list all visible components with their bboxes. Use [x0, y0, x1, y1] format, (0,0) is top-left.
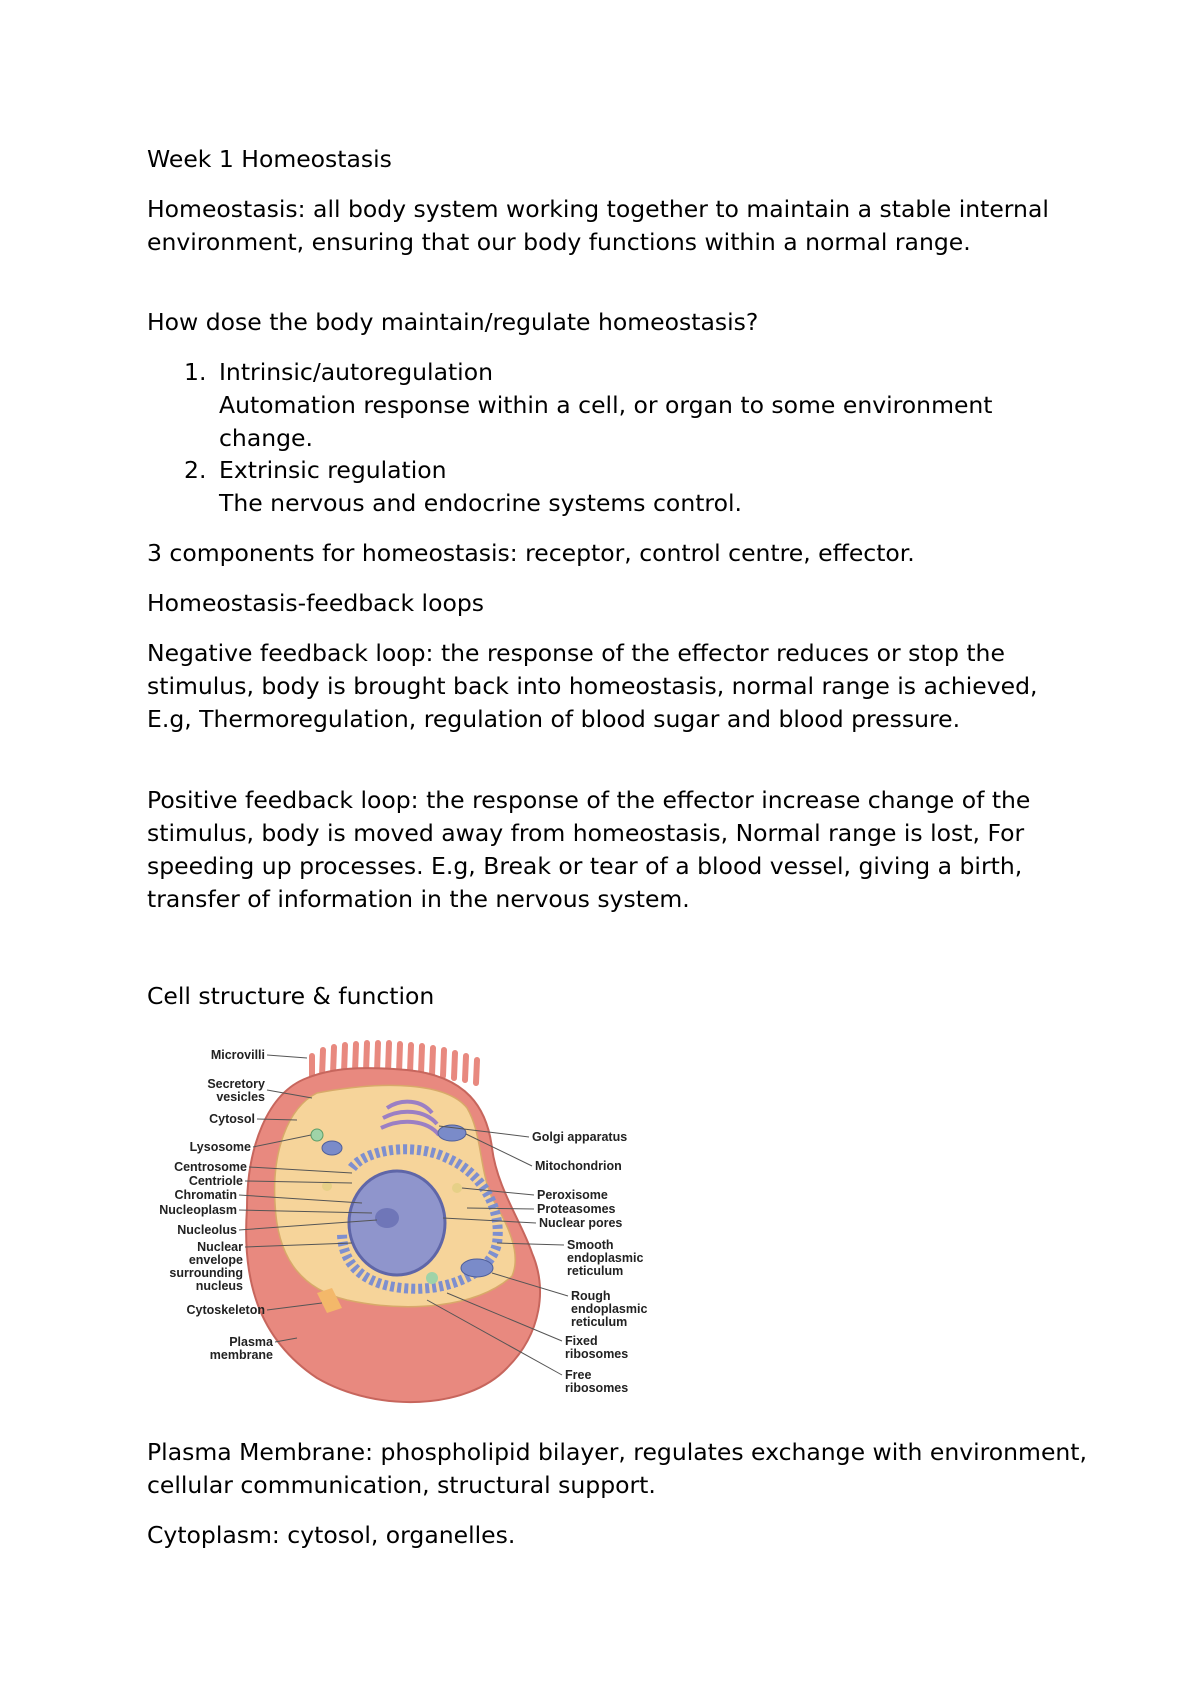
- label-envelope-4: nucleus: [195, 1279, 243, 1293]
- feedback-heading: Homeostasis-feedback loops: [147, 589, 484, 617]
- label-plasma-2: membrane: [209, 1348, 273, 1362]
- page-title: Week 1 Homeostasis: [147, 145, 392, 173]
- cell-structure-heading: Cell structure & function: [147, 982, 435, 1010]
- label-microvilli: Microvilli: [210, 1048, 265, 1062]
- vesicle-shape: [452, 1183, 462, 1193]
- vesicle-shape: [426, 1272, 438, 1284]
- label-proteasomes: Proteasomes: [537, 1202, 616, 1216]
- label-envelope-1: Nuclear: [197, 1240, 243, 1254]
- regulation-question: How dose the body maintain/regulate homeostasis?: [147, 308, 759, 336]
- plasma-membrane-paragraph: Plasma Membrane: phospholipid bilayer, regulates exchange with environment, cellular communication, structural support.: [147, 1438, 1087, 1499]
- label-smooth-3: reticulum: [567, 1264, 624, 1278]
- label-nucleoplasm: Nucleoplasm: [159, 1203, 237, 1217]
- label-secretory-2: vesicles: [216, 1090, 265, 1104]
- mitochondrion-shape: [322, 1141, 342, 1155]
- label-peroxisome: Peroxisome: [537, 1188, 608, 1202]
- label-rough-2: endoplasmic: [571, 1302, 648, 1316]
- label-nucleolus: Nucleolus: [177, 1223, 237, 1237]
- label-fixed-2: ribosomes: [565, 1347, 629, 1361]
- nucleolus-shape: [375, 1208, 399, 1228]
- label-mitochondrion: Mitochondrion: [535, 1159, 622, 1173]
- label-centriole: Centriole: [188, 1174, 243, 1188]
- list-item-heading: Intrinsic/autoregulation: [219, 358, 493, 386]
- list-item-number: 1.: [184, 358, 207, 386]
- cytoplasm-paragraph: Cytoplasm: cytosol, organelles.: [147, 1521, 516, 1549]
- label-cytosol: Cytosol: [209, 1112, 255, 1126]
- label-free-1: Free: [565, 1368, 592, 1382]
- lysosome-shape: [311, 1129, 323, 1141]
- label-rough-1: Rough: [571, 1289, 611, 1303]
- list-item-number: 2.: [184, 456, 207, 484]
- list-item-heading: Extrinsic regulation: [219, 456, 447, 484]
- label-nuclear-pores: Nuclear pores: [539, 1216, 623, 1230]
- homeostasis-definition: Homeostasis: all body system working together to maintain a stable internal environment, ensuring that our body functions within a normal range.: [147, 195, 1049, 256]
- label-chromatin: Chromatin: [174, 1188, 237, 1202]
- label-rough-3: reticulum: [571, 1315, 628, 1329]
- label-smooth-1: Smooth: [567, 1238, 614, 1252]
- label-plasma-1: Plasma: [229, 1335, 273, 1349]
- cell-diagram: [147, 1038, 667, 1418]
- mitochondrion-shape: [461, 1259, 493, 1277]
- label-secretory-1: Secretory: [207, 1077, 265, 1091]
- label-envelope-3: surrounding: [169, 1266, 243, 1280]
- positive-feedback-paragraph: Positive feedback loop: the response of the effector increase change of the stimulus, body is moved away from homeostasis, Normal range is lost, For speeding up processes. E.g, Break or tear of a blood vessel, giving a birth, transfer of information in the nervous system.: [147, 786, 1031, 913]
- label-cytoskeleton: Cytoskeleton: [186, 1303, 265, 1317]
- label-smooth-2: endoplasmic: [567, 1251, 644, 1265]
- list-item-detail: The nervous and endocrine systems control.: [219, 489, 742, 517]
- label-lysosome: Lysosome: [189, 1140, 251, 1154]
- negative-feedback-paragraph: Negative feedback loop: the response of the effector reduces or stop the stimulus, body is brought back into homeostasis, normal range is achieved, E.g, Thermoregulation, regulation of blood sugar and blood pressure.: [147, 639, 1038, 733]
- components-line: 3 components for homeostasis: receptor, control centre, effector.: [147, 539, 915, 567]
- list-item-detail: Automation response within a cell, or organ to some environment change.: [219, 391, 993, 452]
- label-centrosome: Centrosome: [174, 1160, 247, 1174]
- label-free-2: ribosomes: [565, 1381, 629, 1395]
- label-fixed-1: Fixed: [565, 1334, 598, 1348]
- label-envelope-2: envelope: [188, 1253, 243, 1267]
- label-golgi: Golgi apparatus: [532, 1130, 628, 1144]
